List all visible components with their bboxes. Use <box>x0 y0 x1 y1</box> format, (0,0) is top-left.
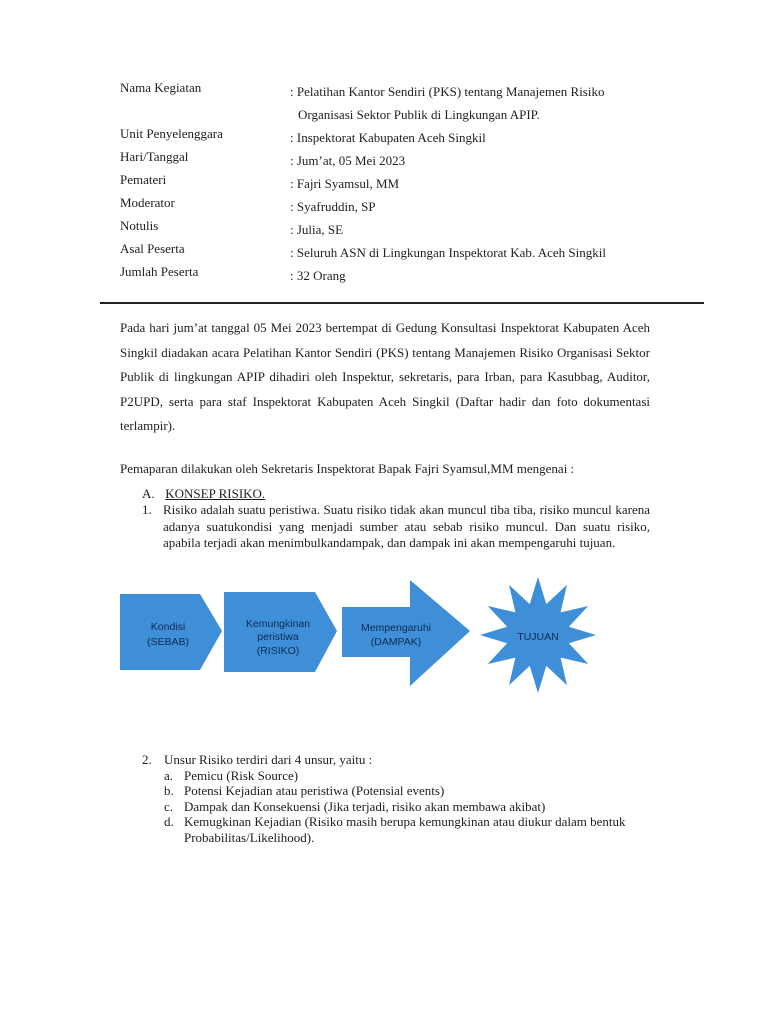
meta-label: Jumlah Peserta <box>120 264 199 279</box>
tujuan-label: TUJUAN <box>517 631 559 643</box>
kemungkinan-label: Kemungkinan <box>245 618 311 630</box>
risk-flow-diagram <box>110 576 620 694</box>
meta-row-asal-peserta <box>120 241 680 264</box>
meta-table <box>120 80 680 287</box>
sub-item-text: Pemicu (Risk Source) <box>184 767 299 783</box>
meta-label: Moderator <box>120 195 175 210</box>
item-number: 2. <box>142 752 152 767</box>
meta-value: : Julia, SE <box>290 222 344 237</box>
meta-value: : Seluruh ASN di Lingkungan Inspektorat Kab. Aceh Singkil <box>290 245 606 260</box>
peristiwa-label: peristiwa <box>257 631 299 643</box>
meta-label: Pemateri <box>120 172 167 187</box>
meta-label: Asal Peserta <box>120 241 185 256</box>
sub-item-text: Potensi Kejadian atau peristiwa (Potensial events) <box>184 783 445 798</box>
sub-item-marker: a. <box>164 767 174 783</box>
sub-item-text: Kemugkinan Kejadian (Risiko masih berupa kemungkinan atau diukur dalam bentuk Probabilitas/Likelihood). <box>184 814 626 845</box>
item-text: Risiko adalah suatu peristiwa. Suatu risiko tidak akan muncul tiba tiba, risiko muncul karena adanya suatukondisi yang menjadi sumber atau sebab risiko muncul. Dan suatu risiko, apabila terjadi akan menimbulkandampak, dan dampak ini akan mempengaruhi tujuan. <box>163 502 650 550</box>
mempengaruhi-label: Mempengaruhi <box>360 622 432 634</box>
list-item-2 <box>142 752 662 845</box>
meta-row-nama-kegiatan <box>120 80 680 126</box>
sub-list-item <box>164 783 662 799</box>
meta-row-moderator <box>120 195 680 218</box>
meta-value: : Pelatihan Kantor Sendiri (PKS) tentang Manajemen Risiko <box>290 84 605 99</box>
meta-label: Unit Penyelenggara <box>120 126 223 141</box>
sub-list-item <box>164 799 662 815</box>
meta-row-hari-tanggal <box>120 149 680 172</box>
section-title: KONSEP RISIKO. <box>165 486 266 501</box>
meta-row-pemateri <box>120 172 680 195</box>
horizontal-divider <box>100 302 704 304</box>
meta-value: : Inspektorat Kabupaten Aceh Singkil <box>290 130 486 145</box>
meta-row-jumlah-peserta <box>120 264 680 287</box>
meta-value: : Jum’at, 05 Mei 2023 <box>290 153 406 168</box>
meta-label: Hari/Tanggal <box>120 149 189 164</box>
body-paragraph: Pada hari jum’at tanggal 05 Mei 2023 bertempat di Gedung Konsultasi Inspektorat Kabupaten Aceh Singkil diadakan acara Pelatihan Kantor Sendiri (PKS) tentang Manajemen Risiko Organisasi Sektor Publik di lingkungan APIP dihadiri oleh Inspektur, sekretaris, para Irban, para Kasubbag, Auditor, P2UPD, serta para staf Inspektorat Kabupaten Aceh Singkil (Daftar hadir dan foto dokumentasi terlampir). <box>120 320 650 433</box>
meta-label: Nama Kegiatan <box>120 80 202 95</box>
sebab-label: (SEBAB) <box>146 636 190 648</box>
meta-row-notulis <box>120 218 680 241</box>
sub-item-text: Dampak dan Konsekuensi (Jika terjadi, risiko akan membawa akibat) <box>184 798 546 814</box>
meta-value-continuation: Organisasi Sektor Publik di Lingkungan APIP. <box>298 107 540 122</box>
sub-list <box>164 768 662 846</box>
section-label: A. <box>142 486 155 501</box>
section-a-heading <box>142 486 265 502</box>
meta-value: : 32 Orang <box>290 268 346 283</box>
risiko-label: (RISIKO) <box>256 645 300 657</box>
dampak-label: (DAMPAK) <box>370 636 422 648</box>
sub-list-item <box>164 768 662 784</box>
meta-value: : Syafruddin, SP <box>290 199 376 214</box>
list-item-1 <box>142 502 650 552</box>
meta-label: Notulis <box>120 218 159 233</box>
sub-item-marker: b. <box>164 783 174 798</box>
kondisi-label: Kondisi <box>150 621 186 633</box>
sub-item-marker: c. <box>164 798 174 814</box>
sub-list-item <box>164 814 662 845</box>
meta-value: : Fajri Syamsul, MM <box>290 176 400 191</box>
item-number: 1. <box>142 502 152 517</box>
sub-item-marker: d. <box>164 814 174 829</box>
item-text: Unsur Risiko terdiri dari 4 unsur, yaitu : <box>164 752 373 767</box>
meta-row-unit-penyelenggara <box>120 126 680 149</box>
intro-line: Pemaparan dilakukan oleh Sekretaris Inspektorat Bapak Fajri Syamsul,MM mengenai : <box>120 461 575 476</box>
